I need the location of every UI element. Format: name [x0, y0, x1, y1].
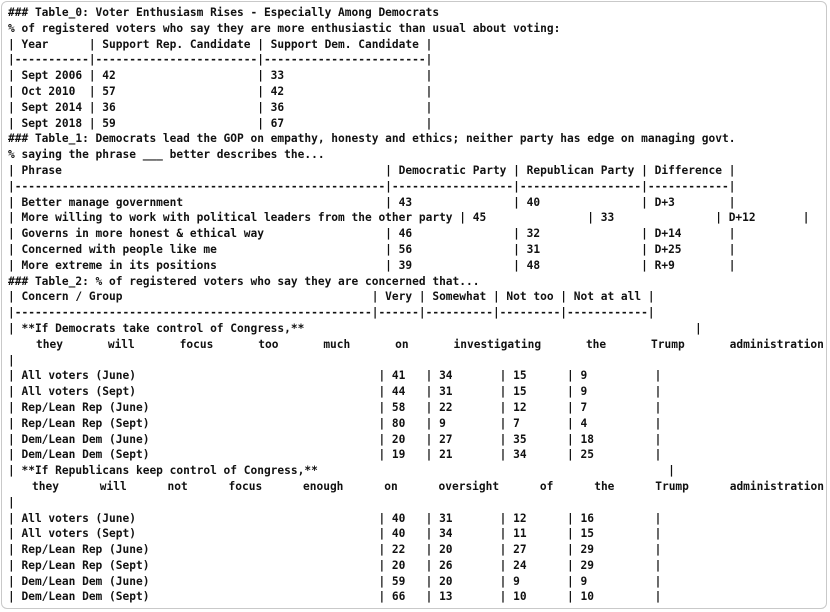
text-line: % saying the phrase ___ better describes the... [8, 148, 325, 162]
text-line: | Dem/Lean Dem (June) | 20 | 27 | 35 | 18 | [8, 432, 662, 446]
text-line: | Dem/Lean Dem (June) | 59 | 20 | 9 | 9 | [8, 574, 662, 588]
text-line: | More willing to work with political leaders from the other party | 45 | 33 | D+12 | [8, 211, 810, 225]
text-line: | [8, 495, 15, 509]
word: focus [179, 337, 214, 351]
text-line: | [8, 353, 15, 367]
word: they [32, 479, 59, 493]
text-line: ### Table_2: % of registered voters who say they are concerned that... [8, 274, 480, 288]
text-line: |-----------|------------------------|------------------------| [8, 53, 433, 67]
word: Trump [651, 337, 685, 351]
text-line: | All voters (Sept) | 40 | 34 | 11 | 15 | [8, 527, 662, 541]
text-line: | Rep/Lean Rep (Sept) | 80 | 9 | 7 | 4 | [8, 416, 662, 430]
text-line: | Dem/Lean Dem (Sept) | 19 | 21 | 34 | 25 | [8, 448, 662, 462]
word: on [384, 479, 398, 493]
word: enough [303, 479, 344, 493]
word: administration [729, 479, 824, 493]
text-line: | Concern / Group | Very | Somewhat | Not too | Not at all | [8, 290, 655, 304]
text-line: | Rep/Lean Rep (Sept) | 20 | 26 | 24 | 29 | [8, 558, 662, 572]
word: on [395, 337, 409, 351]
text-line: % of registered voters who say they are more enthusiastic than usual about voting: [8, 21, 561, 35]
text-line: | **If Republicans keep control of Congress,** | [8, 464, 675, 478]
word: investigating [453, 337, 542, 351]
text-line: | Rep/Lean Rep (June) | 58 | 22 | 12 | 7 | [8, 400, 662, 414]
text-line: | Phrase | Democratic Party | Republican Party | Difference | [8, 163, 736, 177]
text-line: |-----------------------------------------------------|------|----------|---------|------------| [8, 306, 655, 320]
text-line: | Sept 2018 | 59 | 67 | [8, 116, 433, 130]
word: focus [228, 479, 263, 493]
text-line: | Better manage government | 43 | 40 | D+3 | [8, 195, 736, 209]
text-line: | Dem/Lean Dem (Sept) | 66 | 13 | 10 | 10 | [8, 590, 662, 604]
word: the [594, 479, 615, 493]
text-line: | Sept 2006 | 42 | 33 | [8, 69, 433, 83]
text-line: |-------------------------------------------------------|------------------|------------------|------------| [8, 179, 736, 193]
text-line: ### Table_1: Democrats lead the GOP on empathy, honesty and ethics; neither party has edge on managing govt. [8, 132, 736, 146]
document-frame [1, 1, 827, 609]
word: not [167, 479, 188, 493]
word: will [99, 479, 127, 493]
word: they [36, 337, 63, 351]
text-line: | All voters (June) | 40 | 31 | 12 | 16 | [8, 511, 662, 525]
text-line: | All voters (June) | 41 | 34 | 15 | 9 | [8, 369, 662, 383]
justified-line [8, 337, 824, 353]
word: oversight [438, 479, 500, 493]
text-line: | Concerned with people like me | 56 | 31 | D+25 | [8, 242, 736, 256]
text-line: | **If Democrats take control of Congress,** | [8, 321, 702, 335]
text-line: | Governs in more honest & ethical way | 46 | 32 | D+14 | [8, 227, 736, 241]
word: much [323, 337, 351, 351]
markdown-document [8, 5, 824, 605]
text-line: | Oct 2010 | 57 | 42 | [8, 84, 433, 98]
text-line: | All voters (Sept) | 44 | 31 | 15 | 9 | [8, 385, 662, 399]
word: administration [729, 337, 824, 351]
word: the [585, 337, 607, 351]
word: will [107, 337, 135, 351]
word: too [258, 337, 279, 351]
justified-line [8, 479, 824, 495]
word: of [539, 479, 554, 493]
text-line: | Year | Support Rep. Candidate | Support Dem. Candidate | [8, 37, 433, 51]
text-line: | Rep/Lean Rep (June) | 22 | 20 | 27 | 29 | [8, 543, 662, 557]
text-line: | More extreme in its positions | 39 | 48 | R+9 | [8, 258, 736, 272]
text-line: ### Table_0: Voter Enthusiasm Rises - Especially Among Democrats [8, 6, 440, 19]
word: Trump [655, 479, 689, 493]
text-line: | Sept 2014 | 36 | 36 | [8, 100, 433, 114]
